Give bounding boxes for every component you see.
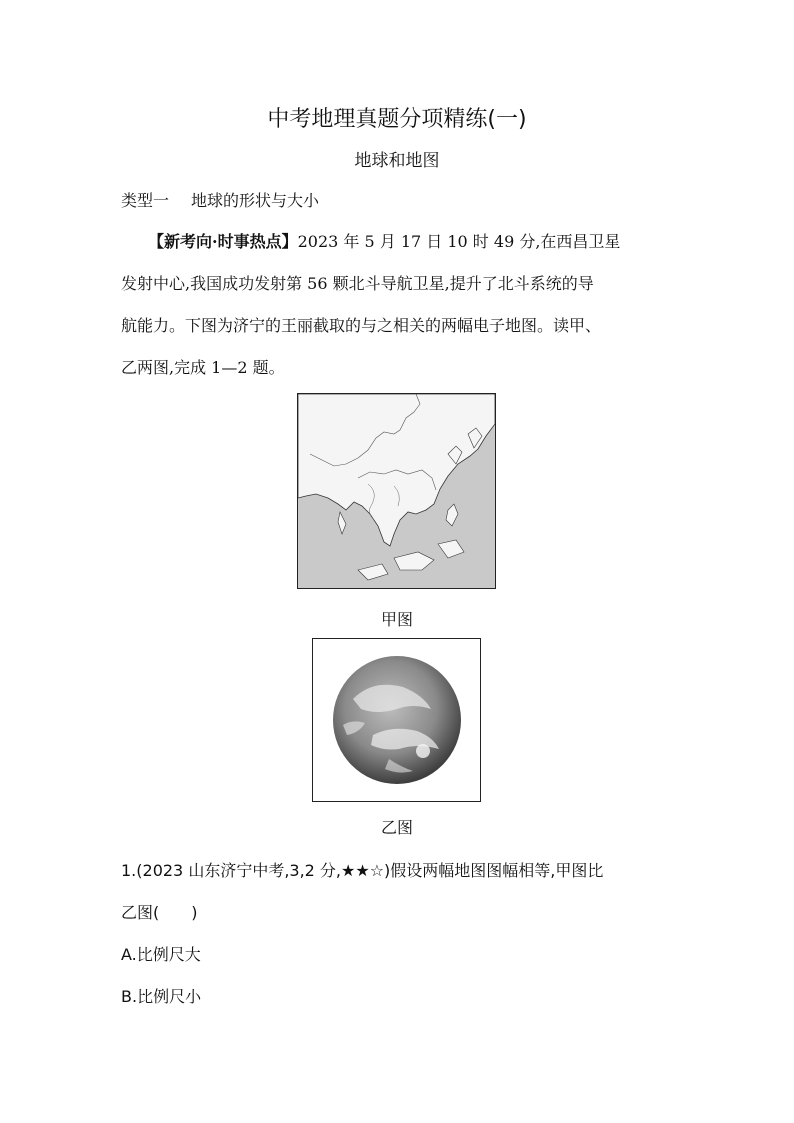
- section-title: 地球的形状与大小: [191, 191, 320, 210]
- intro-line-4: 乙两图,完成 1—2 题。: [121, 358, 285, 377]
- question-1-option-b[interactable]: B.比例尺小: [121, 987, 202, 1006]
- figure-caption-map: 甲图: [381, 610, 414, 629]
- question-1-option-a[interactable]: A.比例尺大: [121, 945, 201, 964]
- globe-illustration: [313, 639, 480, 801]
- question-1-stem-line-2: 乙图( ): [121, 903, 198, 922]
- storm-spiral: [416, 744, 430, 758]
- intro-line-3: 航能力。下图为济宁的王丽截取的与之相关的两幅电子地图。读甲、: [121, 316, 602, 335]
- page-title: 中考地理真题分项精练(一): [267, 107, 527, 132]
- asia-map-figure: [297, 393, 496, 589]
- intro-line-1-text: 2023 年 5 月 17 日 10 时 49 分,在西昌卫星: [297, 232, 621, 251]
- section-label: 类型一: [121, 191, 170, 210]
- figure-caption-globe: 乙图: [381, 818, 414, 837]
- globe-figure: [312, 638, 481, 802]
- intro-tag: 【新考向·时事热点】: [148, 232, 298, 251]
- asia-map-illustration: [298, 394, 495, 588]
- section-heading: [121, 188, 319, 211]
- page-subtitle: 地球和地图: [354, 151, 440, 171]
- question-1-stem-line-1: 1.(2023 山东济宁中考,3,2 分,★★☆)假设两幅地图图幅相等,甲图比: [121, 861, 604, 880]
- intro-line-1: [148, 232, 708, 252]
- intro-line-2: 发射中心,我国成功发射第 56 颗北斗导航卫星,提升了北斗系统的导: [121, 274, 594, 293]
